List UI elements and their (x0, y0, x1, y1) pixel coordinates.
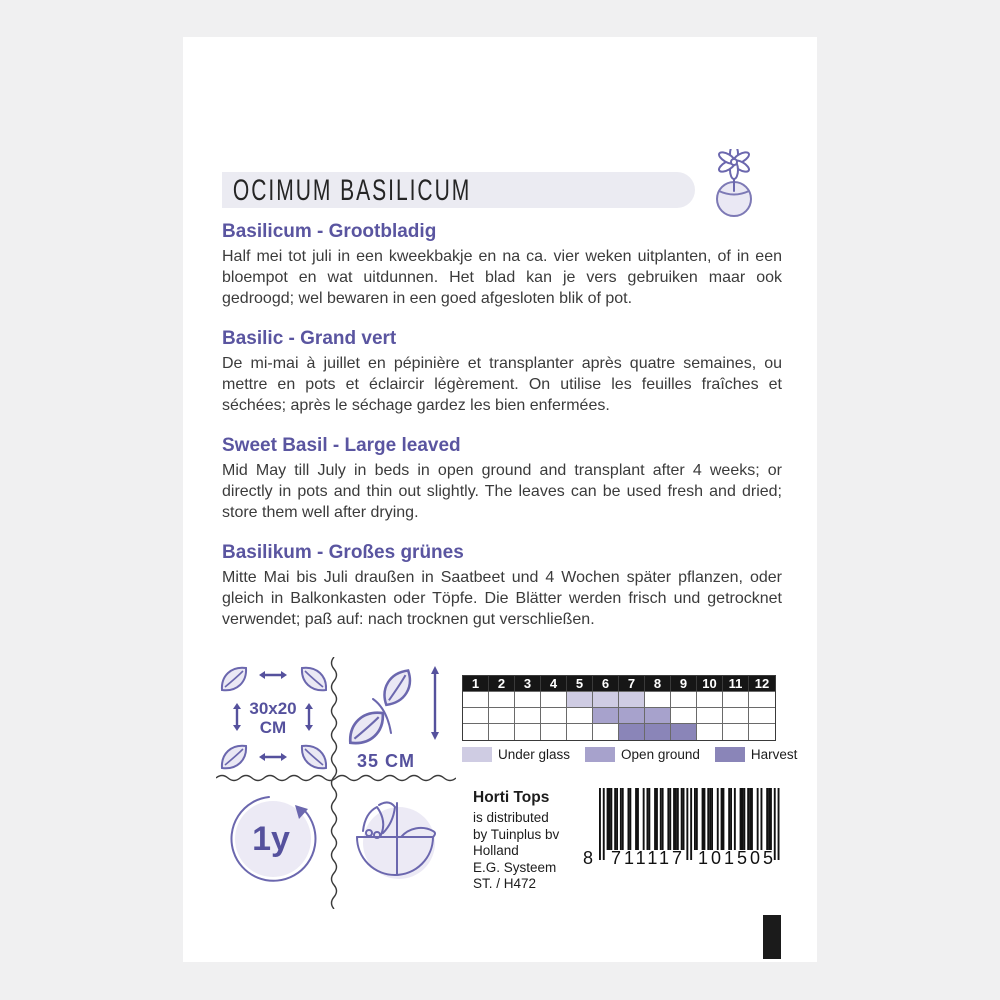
calendar-cell (515, 724, 541, 740)
calendar-month-cell: 1 (463, 676, 489, 692)
legend-swatch (462, 747, 492, 762)
calendar-cell (723, 692, 749, 708)
calendar-cell (541, 708, 567, 724)
legend-label: Open ground (621, 747, 700, 762)
section-body-nl: Half mei tot juli in een kweekbakje en na ca. vier weken uitplanten, of in een bloempot en wat uitdunnen. Het blad kan je vers gebruiken maar ook gedroogd; wel bewaren in een goed afgesloten blik of pot. (222, 248, 782, 307)
description-column (222, 221, 782, 649)
calendar-cell (749, 724, 775, 740)
calendar-cell (697, 724, 723, 740)
calendar-cell (723, 708, 749, 724)
calendar-cell (749, 708, 775, 724)
distributor-line: Holland (473, 843, 519, 858)
section-heading-de: Basilikum - Großes grünes (222, 542, 464, 563)
sowing-calendar (462, 675, 776, 741)
salad-bowl-icon (349, 791, 441, 887)
calendar-cell (463, 692, 489, 708)
plant-spacing-label (219, 699, 327, 737)
calendar-cell (489, 692, 515, 708)
barcode-digits-right: 101505 (697, 848, 777, 868)
calendar-cell (645, 692, 671, 708)
calendar-data-row (463, 708, 775, 724)
calendar-cell (593, 692, 619, 708)
plant-spacing-icon (219, 663, 327, 773)
calendar-month-cell: 8 (645, 676, 671, 692)
calendar-cell (463, 724, 489, 740)
calendar-cell (619, 724, 645, 740)
calendar-legend (462, 747, 812, 762)
legend-label: Harvest (750, 747, 798, 762)
title-banner (222, 172, 695, 208)
section-heading-en: Sweet Basil - Large leaved (222, 435, 461, 456)
calendar-cell (489, 708, 515, 724)
calendar-header-row (463, 676, 775, 692)
calendar-cell (697, 692, 723, 708)
distributor-line: ST. / H472 (473, 876, 537, 891)
calendar-month-cell: 3 (515, 676, 541, 692)
calendar-month-cell: 12 (749, 676, 775, 692)
print-registration-mark (763, 915, 781, 959)
calendar-cell (463, 708, 489, 724)
wavy-divider-vertical (330, 657, 338, 909)
calendar-cell (593, 708, 619, 724)
section-english (222, 435, 782, 523)
calendar-cell (541, 692, 567, 708)
section-french (222, 328, 782, 416)
distributor-block (473, 789, 559, 893)
section-german (222, 542, 782, 630)
calendar-month-cell: 6 (593, 676, 619, 692)
calendar-cell (515, 708, 541, 724)
calendar-cell (515, 692, 541, 708)
calendar-cell (645, 708, 671, 724)
spacing-unit: CM (259, 718, 287, 737)
section-body-fr: De mi-mai à juillet en pépinière et transplanter après quatre semaines, ou mettre en pots et éclaircir légèrement. On utilise les feuilles fraîches et séchées; après le séchage gardez les bien enfermées. (222, 355, 782, 414)
calendar-data-row (463, 692, 775, 708)
calendar-month-cell: 9 (671, 676, 697, 692)
calendar-month-cell: 4 (541, 676, 567, 692)
distributor-line: E.G. Systeem (473, 859, 557, 875)
barcode-digits-left: 711117 (610, 848, 686, 868)
legend-label: Under glass (498, 747, 571, 762)
barcode-digit: 8 (583, 848, 594, 868)
legend-swatch (585, 747, 615, 762)
calendar-cell (671, 692, 697, 708)
flower-pot-icon (703, 149, 765, 226)
calendar-cell (697, 708, 723, 724)
distributor-line: is distributed (473, 810, 549, 825)
section-dutch (222, 221, 782, 309)
section-heading-fr: Basilic - Grand vert (222, 328, 397, 349)
calendar-cell (489, 724, 515, 740)
calendar-cell (723, 724, 749, 740)
calendar-cell (541, 724, 567, 740)
calendar-cell (671, 724, 697, 740)
page-title: OCIMUM BASILICUM (232, 172, 472, 206)
calendar-cell (619, 708, 645, 724)
section-body-de: Mitte Mai bis Juli draußen in Saatbeet und 4 Wochen später pflanzen, oder gleich in Balkonkasten oder Töpfe. Die Blätter werden frisch und getrocknet verwendet; paß auf: nach trocknen gut verschließen. (222, 569, 782, 628)
calendar-data-row (463, 724, 775, 740)
barcode (583, 788, 783, 882)
seed-packet-back (183, 37, 817, 962)
calendar-cell (567, 708, 593, 724)
plant-height-icon (343, 663, 453, 773)
calendar-month-cell: 2 (489, 676, 515, 692)
info-zone (183, 655, 817, 962)
annual-cycle-icon (223, 791, 319, 887)
section-body-en: Mid May till July in beds in open ground and transplant after 4 weeks; or directly in pots and thin out slightly. The leaves can be used fresh and dried; store them well after drying. (222, 462, 782, 521)
calendar-cell (619, 692, 645, 708)
spacing-value: 30x20 (249, 699, 297, 718)
plant-height-label: 35 CM (356, 751, 415, 771)
distributor-line: by Tuinplus bv (473, 826, 560, 842)
distributor-name: Horti Tops (473, 789, 550, 806)
section-heading-nl: Basilicum - Grootbladig (222, 221, 437, 242)
legend-swatch (715, 747, 745, 762)
calendar-cell (567, 724, 593, 740)
calendar-cell (567, 692, 593, 708)
annual-cycle-label: 1y (252, 819, 290, 858)
calendar-cell (593, 724, 619, 740)
calendar-month-cell: 7 (619, 676, 645, 692)
calendar-month-cell: 10 (697, 676, 723, 692)
calendar-cell (645, 724, 671, 740)
calendar-month-cell: 5 (567, 676, 593, 692)
calendar-month-cell: 11 (723, 676, 749, 692)
calendar-cell (671, 708, 697, 724)
calendar-cell (749, 692, 775, 708)
